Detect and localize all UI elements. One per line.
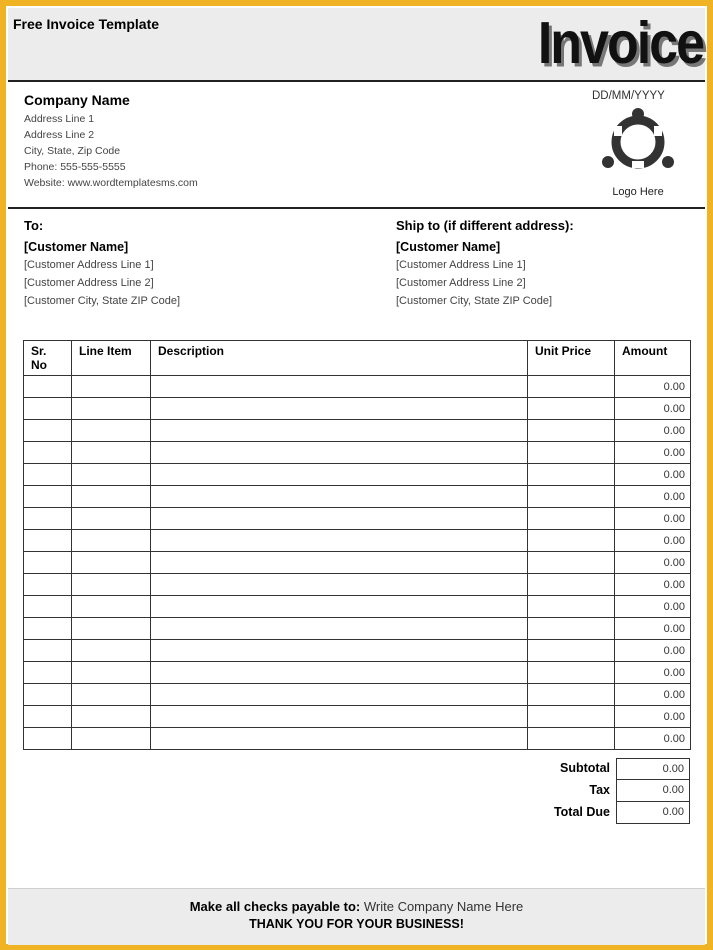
unit-price-cell[interactable] [528, 420, 615, 442]
amount-cell[interactable]: 0.00 [615, 662, 691, 684]
sr-no-cell[interactable] [24, 728, 72, 750]
description-cell[interactable] [151, 684, 528, 706]
line-item-cell[interactable] [72, 486, 151, 508]
header-bar [8, 8, 705, 82]
unit-price-cell[interactable] [528, 442, 615, 464]
logo-placeholder [596, 106, 680, 202]
payable-company: Write Company Name Here [363, 899, 524, 914]
tax-value[interactable]: 0.00 [616, 780, 690, 802]
table-row [24, 508, 691, 530]
bill-to-customer-name: [Customer Name] [24, 240, 129, 254]
ship-to-heading: Ship to (if different address): [396, 218, 574, 233]
line-item-cell[interactable] [72, 684, 151, 706]
table-row [24, 618, 691, 640]
line-item-cell[interactable] [72, 552, 151, 574]
company-website: Website: www.wordtemplatesms.com [24, 177, 198, 189]
company-info [24, 92, 384, 191]
amount-cell[interactable]: 0.00 [615, 684, 691, 706]
sr-no-cell[interactable] [24, 662, 72, 684]
company-name: Company Name [24, 92, 130, 108]
description-cell[interactable] [151, 376, 528, 398]
subtotal-label: Subtotal [560, 761, 610, 775]
description-cell[interactable] [151, 662, 528, 684]
amount-cell[interactable]: 0.00 [615, 376, 691, 398]
line-item-cell[interactable] [72, 420, 151, 442]
ship-to-customer-name: [Customer Name] [396, 240, 501, 254]
tax-label: Tax [589, 783, 610, 797]
company-address-line-2: Address Line 2 [24, 129, 95, 141]
description-cell[interactable] [151, 398, 528, 420]
sr-no-cell[interactable] [24, 376, 72, 398]
ship-to-block [396, 218, 696, 310]
column-header-sr-no: Sr. No [24, 341, 72, 376]
table-row [24, 662, 691, 684]
unit-price-cell[interactable] [528, 684, 615, 706]
company-city-state-zip: City, State, Zip Code [24, 145, 121, 157]
amount-cell[interactable]: 0.00 [615, 574, 691, 596]
sr-no-cell[interactable] [24, 684, 72, 706]
unit-price-cell[interactable] [528, 486, 615, 508]
totals-block [486, 758, 690, 824]
description-cell[interactable] [151, 442, 528, 464]
table-row [24, 530, 691, 552]
subtotal-value[interactable]: 0.00 [616, 758, 690, 780]
ship-to-address-line-1: [Customer Address Line 1] [396, 259, 526, 271]
description-cell[interactable] [151, 618, 528, 640]
sr-no-cell[interactable] [24, 508, 72, 530]
sr-no-cell[interactable] [24, 618, 72, 640]
subtotal-row [486, 758, 690, 780]
table-row [24, 420, 691, 442]
logo-caption: Logo Here [612, 186, 664, 198]
amount-cell[interactable]: 0.00 [615, 486, 691, 508]
line-item-cell[interactable] [72, 596, 151, 618]
line-item-cell[interactable] [72, 530, 151, 552]
description-cell[interactable] [151, 706, 528, 728]
line-item-cell[interactable] [72, 640, 151, 662]
amount-cell[interactable]: 0.00 [615, 420, 691, 442]
payable-label: Make all checks payable to: [189, 899, 361, 914]
table-row [24, 398, 691, 420]
sr-no-cell[interactable] [24, 486, 72, 508]
line-item-cell[interactable] [72, 662, 151, 684]
amount-cell[interactable]: 0.00 [615, 640, 691, 662]
column-header-line-item: Line Item [72, 341, 151, 376]
line-item-cell[interactable] [72, 376, 151, 398]
sr-no-cell[interactable] [24, 640, 72, 662]
line-item-cell[interactable] [72, 618, 151, 640]
table-row [24, 728, 691, 750]
unit-price-cell[interactable] [528, 618, 615, 640]
amount-cell[interactable]: 0.00 [615, 464, 691, 486]
description-cell[interactable] [151, 486, 528, 508]
column-header-description: Description [151, 341, 528, 376]
unit-price-cell[interactable] [528, 640, 615, 662]
sr-no-cell[interactable] [24, 596, 72, 618]
table-row [24, 596, 691, 618]
description-cell[interactable] [151, 420, 528, 442]
description-cell[interactable] [151, 508, 528, 530]
unit-price-cell[interactable] [528, 376, 615, 398]
table-row [24, 552, 691, 574]
sr-no-cell[interactable] [24, 398, 72, 420]
line-item-cell[interactable] [72, 508, 151, 530]
sr-no-cell[interactable] [24, 464, 72, 486]
sr-no-cell[interactable] [24, 574, 72, 596]
thank-you-message: THANK YOU FOR YOUR BUSINESS! [249, 917, 464, 931]
amount-cell[interactable]: 0.00 [615, 596, 691, 618]
footer-bar [8, 888, 705, 945]
invoice-date: DD/MM/YYYY [592, 90, 665, 102]
ship-to-address-line-2: [Customer Address Line 2] [396, 277, 526, 289]
unit-price-cell[interactable] [528, 464, 615, 486]
line-item-cell[interactable] [72, 706, 151, 728]
unit-price-cell[interactable] [528, 662, 615, 684]
invoice-heading: Invoice [537, 10, 703, 77]
description-cell[interactable] [151, 574, 528, 596]
column-header-unit-price: Unit Price [528, 341, 615, 376]
sr-no-cell[interactable] [24, 420, 72, 442]
unit-price-cell[interactable] [528, 728, 615, 750]
unit-price-cell[interactable] [528, 706, 615, 728]
amount-cell[interactable]: 0.00 [615, 552, 691, 574]
total-due-value[interactable]: 0.00 [616, 802, 690, 824]
section-divider [8, 207, 705, 209]
ubuntu-style-logo-icon [596, 106, 680, 184]
amount-cell[interactable]: 0.00 [615, 618, 691, 640]
unit-price-cell[interactable] [528, 398, 615, 420]
sr-no-cell[interactable] [24, 530, 72, 552]
table-row [24, 486, 691, 508]
total-due-label: Total Due [553, 805, 610, 819]
line-items-table [23, 340, 691, 750]
description-cell[interactable] [151, 464, 528, 486]
total-due-row [486, 802, 690, 824]
line-item-cell[interactable] [72, 464, 151, 486]
line-item-cell[interactable] [72, 398, 151, 420]
bill-to-block [24, 218, 324, 310]
unit-price-cell[interactable] [528, 552, 615, 574]
unit-price-cell[interactable] [528, 530, 615, 552]
description-cell[interactable] [151, 640, 528, 662]
amount-cell[interactable]: 0.00 [615, 728, 691, 750]
amount-cell[interactable]: 0.00 [615, 706, 691, 728]
description-cell[interactable] [151, 596, 528, 618]
line-item-cell[interactable] [72, 442, 151, 464]
description-cell[interactable] [151, 530, 528, 552]
tax-row [486, 780, 690, 802]
payable-line [8, 899, 705, 914]
bill-to-address-line-2: [Customer Address Line 2] [24, 277, 154, 289]
company-address-line-1: Address Line 1 [24, 113, 95, 125]
bill-to-address-line-1: [Customer Address Line 1] [24, 259, 154, 271]
company-phone: Phone: 555-555-5555 [24, 161, 126, 173]
unit-price-cell[interactable] [528, 596, 615, 618]
sr-no-cell[interactable] [24, 552, 72, 574]
bill-to-city-state-zip: [Customer City, State ZIP Code] [24, 295, 181, 307]
unit-price-cell[interactable] [528, 508, 615, 530]
line-item-cell[interactable] [72, 574, 151, 596]
table-row [24, 376, 691, 398]
table-row [24, 464, 691, 486]
document-title: Free Invoice Template [13, 16, 160, 32]
table-row [24, 442, 691, 464]
amount-cell[interactable]: 0.00 [615, 442, 691, 464]
table-row [24, 706, 691, 728]
description-cell[interactable] [151, 552, 528, 574]
line-item-cell[interactable] [72, 728, 151, 750]
sr-no-cell[interactable] [24, 706, 72, 728]
ship-to-city-state-zip: [Customer City, State ZIP Code] [396, 295, 553, 307]
unit-price-cell[interactable] [528, 574, 615, 596]
description-cell[interactable] [151, 728, 528, 750]
table-row [24, 640, 691, 662]
table-body [24, 376, 691, 750]
table-row [24, 574, 691, 596]
amount-cell[interactable]: 0.00 [615, 508, 691, 530]
sr-no-cell[interactable] [24, 442, 72, 464]
table-row [24, 684, 691, 706]
bill-to-heading: To: [24, 218, 44, 233]
amount-cell[interactable]: 0.00 [615, 530, 691, 552]
amount-cell[interactable]: 0.00 [615, 398, 691, 420]
table-header-row [24, 341, 691, 376]
column-header-amount: Amount [615, 341, 691, 376]
